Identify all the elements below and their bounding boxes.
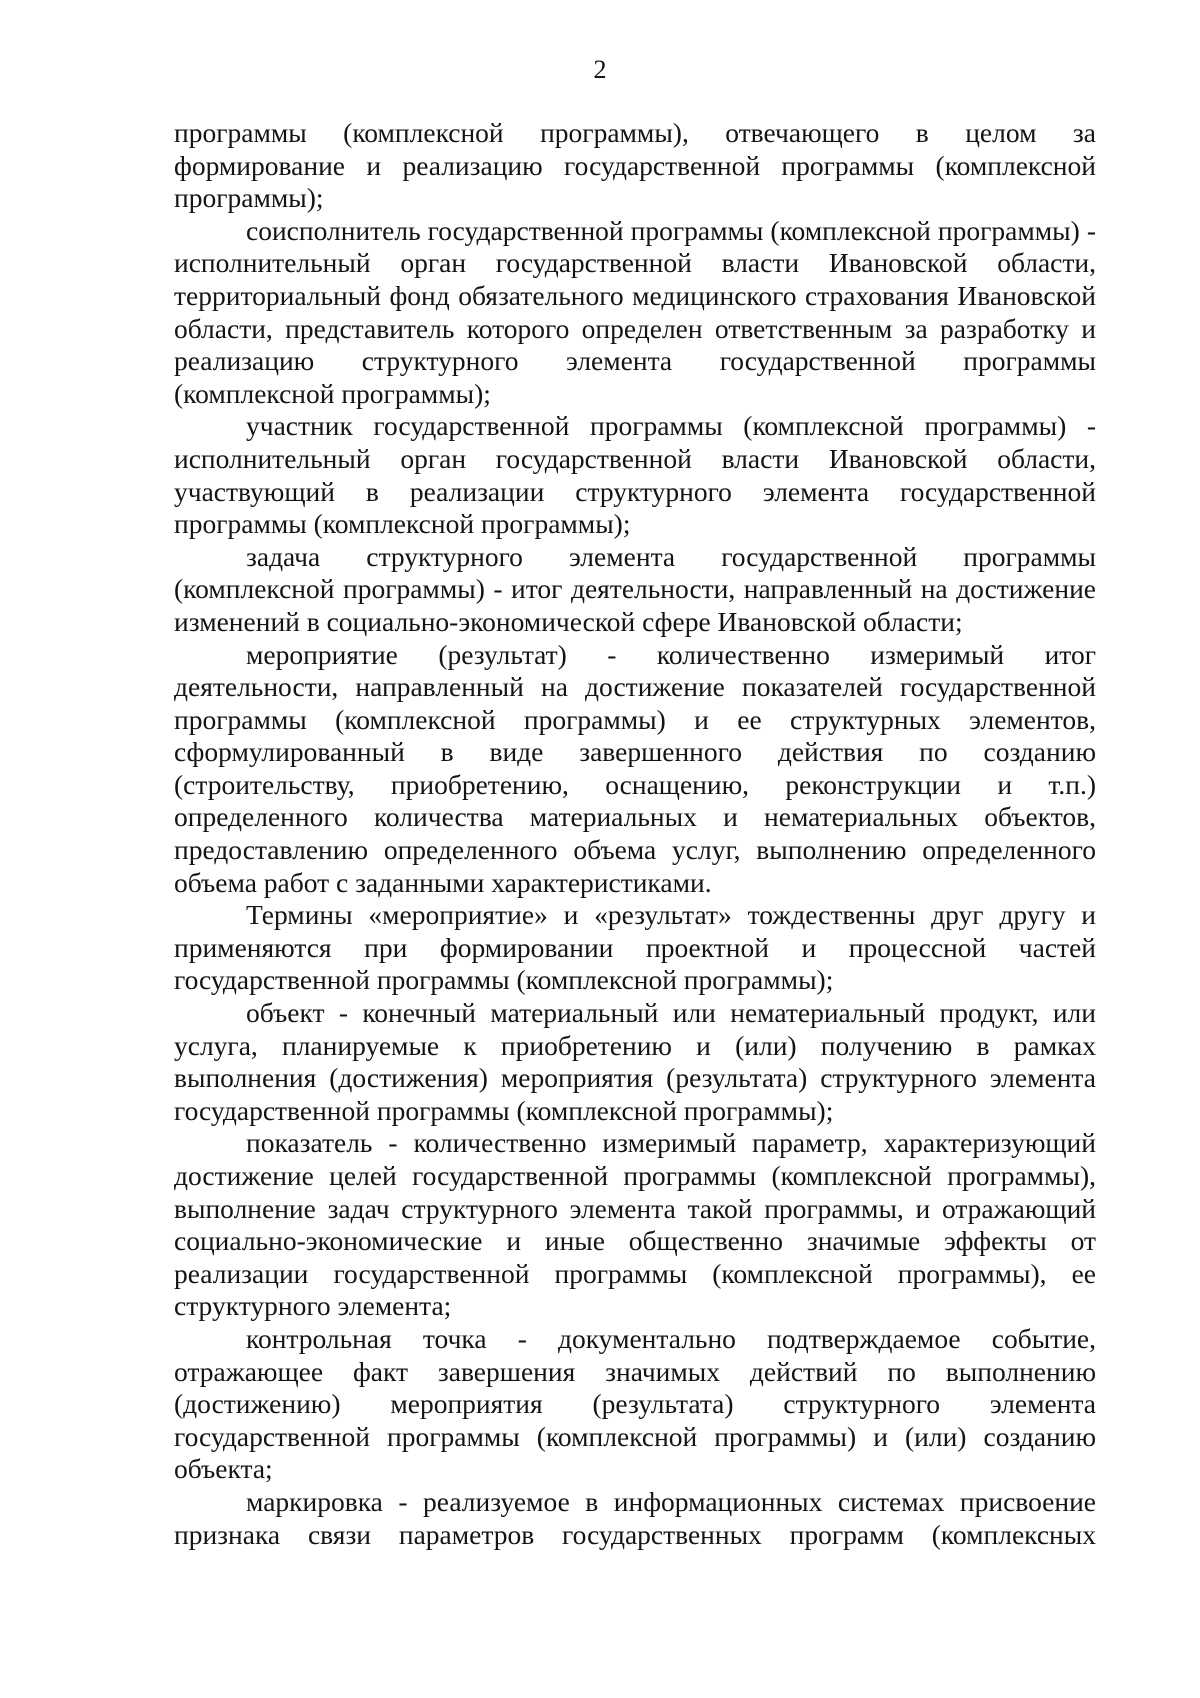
paragraph-co-executor-definition: соисполнитель государственной программы (комплексной программы) - исполнительный орган государственной власти Ивановской области, территориальный фонд обязательного медицинского страхования Ивановской области, представитель которого определен ответственным за разработку и реализацию структурного элемента государственной программы (комплексной программы); xyxy=(174,214,1096,409)
document-body xyxy=(174,117,1096,1551)
paragraph-measure-definition: мероприятие (результат) - количественно измеримый итог деятельности, направленный на достижение показателей государственной программы (комплексной программы) и ее структурных элементов, сформулированный в виде завершенного действия по созданию (строительству, приобретению, оснащению, реконструкции и т.п.) определенного количества материальных и нематериальных объектов, предоставлению определенного объема услуг, выполнению определенного объема работ с заданными характеристиками. xyxy=(174,638,1096,898)
page-number: 2 xyxy=(593,55,607,84)
paragraph-checkpoint-definition: контрольная точка - документально подтверждаемое событие, отражающее факт завершения значимых действий по выполнению (достижению) мероприятия (результата) структурного элемента государственной программы (комплексной программы) и (или) созданию объекта; xyxy=(174,1322,1096,1485)
paragraph-continuation: программы (комплексной программы), отвечающего в целом за формирование и реализацию государственной программы (комплексной программы); xyxy=(174,117,1096,214)
paragraph-terms-equivalence: Термины «мероприятие» и «результат» тождественны друг другу и применяются при формировании проектной и процессной частей государственной программы (комплексной программы); xyxy=(174,899,1096,996)
paragraph-task-definition: задача структурного элемента государственной программы (комплексной программы) - итог деятельности, направленный на достижение изменений в социально-экономической сфере Ивановской области; xyxy=(174,540,1096,637)
paragraph-indicator-definition: показатель - количественно измеримый параметр, характеризующий достижение целей государственной программы (комплексной программы), выполнение задач структурного элемента такой программы, и отражающий социально-экономические и иные общественно значимые эффекты от реализации государственной программы (комплексной программы), ее структурного элемента; xyxy=(174,1127,1096,1322)
paragraph-object-definition: объект - конечный материальный или нематериальный продукт, или услуга, планируемые к приобретению и (или) получению в рамках выполнения (достижения) мероприятия (результата) структурного элемента государственной программы (комплексной программы); xyxy=(174,997,1096,1126)
paragraph-participant-definition: участник государственной программы (комплексной программы) - исполнительный орган государственной власти Ивановской области, участвующий в реализации структурного элемента государственной программы (комплексной программы); xyxy=(174,410,1096,540)
paragraph-marking-definition: маркировка - реализуемое в информационных системах присвоение признака связи параметров государственных программ (комплексных xyxy=(174,1485,1096,1550)
